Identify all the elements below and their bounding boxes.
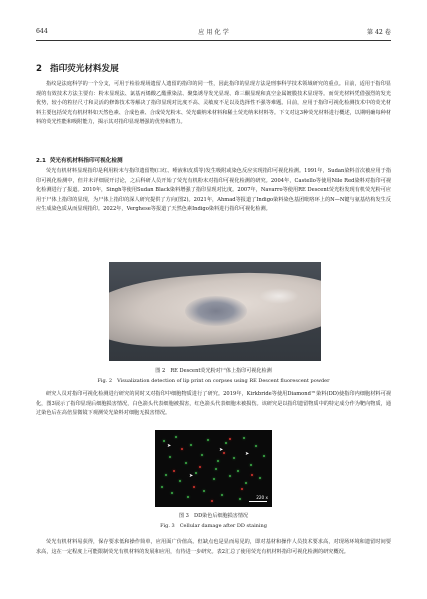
stained-cell-green bbox=[221, 494, 223, 496]
stained-cell-red bbox=[193, 486, 195, 488]
subsection-title: 荧光有机材料指印可视化检测 bbox=[49, 158, 123, 164]
page-header bbox=[36, 25, 391, 41]
stained-cell-green bbox=[250, 464, 252, 466]
stained-cell-green bbox=[163, 440, 165, 442]
stained-cell-green bbox=[229, 475, 231, 477]
journal-name: 应 用 化 学 bbox=[198, 28, 229, 36]
stained-cell-green bbox=[237, 470, 239, 472]
stained-cell-green bbox=[255, 445, 257, 447]
volume-number: 第 42 卷 bbox=[366, 28, 391, 36]
stained-cell-red bbox=[223, 452, 225, 454]
stained-cell-green bbox=[213, 478, 215, 480]
figure-3-caption-cn: 图 3 DD染色后细胞损害情况 bbox=[178, 513, 249, 519]
cellular-paragraph: 研究人员对指印可视化检测进行研究的同时又对指印中细胞物质进行了研究。2019年，Kirkbride等使用Diamond™染料(DD)使指印内细胞材料可视化，图3展示了指印显现后细胞损害情况，白色箭头代表细胞被损害，红色箭头代表细胞未被损伤。该研究是以指印遗留物质中的特定成分作为靶向物质，通过染色后在高倍显微镜下观测荧光染料对细胞无损害情况。 bbox=[36, 391, 391, 417]
damage-arrow-icon: ➤ bbox=[189, 473, 194, 479]
figure-2-caption-en: Fig. 2 Visualization detection of lip print on corpses using RE Descent fluorescent powder bbox=[97, 378, 330, 384]
figure-3-image bbox=[155, 430, 272, 507]
figure-2-image bbox=[109, 262, 321, 361]
stained-cell-red bbox=[199, 466, 201, 468]
scale-label: 220 x bbox=[256, 495, 268, 500]
stained-cell-red bbox=[181, 448, 183, 450]
stained-cell-green bbox=[179, 480, 181, 482]
organic-materials-paragraph: 荧光有机材料显现指印是利用粉末与指印遗留物(口红、唾液和皮质等)发生吸附或染色反应实现指印可视化检测。1991年，Sudan染料首次被应用于指印可视化检测中，但并未详细展开讨论，之后科研人员开始了荧光有机粉末对指印可视化检测的研究。2004年，Castello等使用Nile Red染料对指印可视化检测进行了报道。2010年，Singh等使用Sudan Black染料增强了指印显现对比度。2007年，Navarro等使用RE Descent荧光粉发现有机荧光粉可应用于尸体上指印的显现，为尸体上指印的深人研究提供了方向(图2)。2021年，Ahmad等报道了Indigo染料染色基团吡咯环上的N—N键与氨基结构发生反应生成染色质从而显现指印。2022年，Verghese等报道了天然色素Indigo染料进行指印可视化检测。 bbox=[36, 168, 391, 213]
stained-cell-red bbox=[241, 488, 243, 490]
stained-cell-green bbox=[243, 437, 245, 439]
section-title: 指印荧光材料发展 bbox=[49, 64, 119, 74]
lip-print-mark bbox=[185, 296, 247, 326]
section-number: 2 bbox=[36, 64, 42, 74]
stained-cell-green bbox=[233, 457, 235, 459]
subsection-number: 2.1 bbox=[36, 158, 46, 164]
stained-cell-green bbox=[201, 454, 203, 456]
stained-cell-green bbox=[195, 472, 197, 474]
damage-arrow-icon: ➤ bbox=[219, 447, 224, 453]
stained-cell-red bbox=[173, 470, 175, 472]
stained-cell-red bbox=[211, 500, 213, 502]
skin-highlight bbox=[259, 288, 299, 304]
damage-arrow-icon: ➤ bbox=[167, 443, 172, 449]
stained-cell-green bbox=[245, 482, 247, 484]
stained-cell-green bbox=[169, 456, 171, 458]
intro-paragraph: 指纹是法庭科学的一个分支，可用于检验现场遗留人遗留的指印的同一性，因此指印的显现方法是刑事科学技术领域研究的重点。目前，适用于指印显现的有效技术方法主要有：粉末显现法、氯基丙烯酸乙酯熏染法、聚集诱导发光显现、茚三酮显现和真空金属镀膜技术显现等。而荧光材料凭借强烈的发光优势，较小的粒径尺寸和灵活的修饰技术等解决了指印显现对比度不高、灵敏度不足以及选择性不强等难题。目前，应用于指印可视化检测技术中的荧光材料主要包括荧光有机材料如天然色素、合成色素、合成荧光粉末、荧光碳纳米材料和稀土荧光纳米材料等。下文对这3种荧光材料进行概述，以期明确每种材料的荧光性能和吸附能力，揭示其对指印显现增强的优势和潜力。 bbox=[36, 81, 391, 126]
stained-cell-green bbox=[165, 474, 167, 476]
stained-cell-green bbox=[187, 496, 189, 498]
damage-arrow-icon: ➤ bbox=[245, 451, 250, 457]
stained-cell-green bbox=[263, 455, 265, 457]
stained-cell-green bbox=[207, 439, 209, 441]
figure-2-caption-cn: 图 2 RE Descent荧光粉对尸体上指印可视化检测 bbox=[155, 368, 272, 374]
stained-cell-green bbox=[171, 492, 173, 494]
stained-cell-green bbox=[215, 468, 217, 470]
stained-cell-green bbox=[190, 444, 192, 446]
figure-3-caption-en: Fig. 3 Cellular damage after DD staining bbox=[160, 523, 267, 529]
stained-cell-green bbox=[225, 442, 227, 444]
stained-cell-green bbox=[175, 436, 177, 438]
stained-cell-green bbox=[239, 498, 241, 500]
section-heading bbox=[36, 62, 119, 74]
scale-bar bbox=[249, 501, 267, 502]
closing-paragraph: 荧光有机材料易获得，保存要求低和操作简单，应用面广价值高。但缺点也是显而易见的，即对基材和操作人员技术要求高，对现场环境和遗留时间要求高，这在一定程度上可能限制荧光有机材料的发展和应用，有待进一步研究。表2汇总了使用荧光有机材料指印可视化检测的研究概况。 bbox=[36, 539, 391, 555]
stained-cell-red bbox=[229, 438, 231, 440]
stained-cell-green bbox=[217, 460, 219, 462]
stained-cell-green bbox=[259, 477, 261, 479]
stained-cell-green bbox=[203, 490, 205, 492]
stained-cell-red bbox=[251, 474, 253, 476]
stained-cell-green bbox=[161, 486, 163, 488]
subsection-heading bbox=[36, 156, 123, 164]
page-number: 644 bbox=[36, 27, 48, 35]
stained-cell-green bbox=[185, 462, 187, 464]
